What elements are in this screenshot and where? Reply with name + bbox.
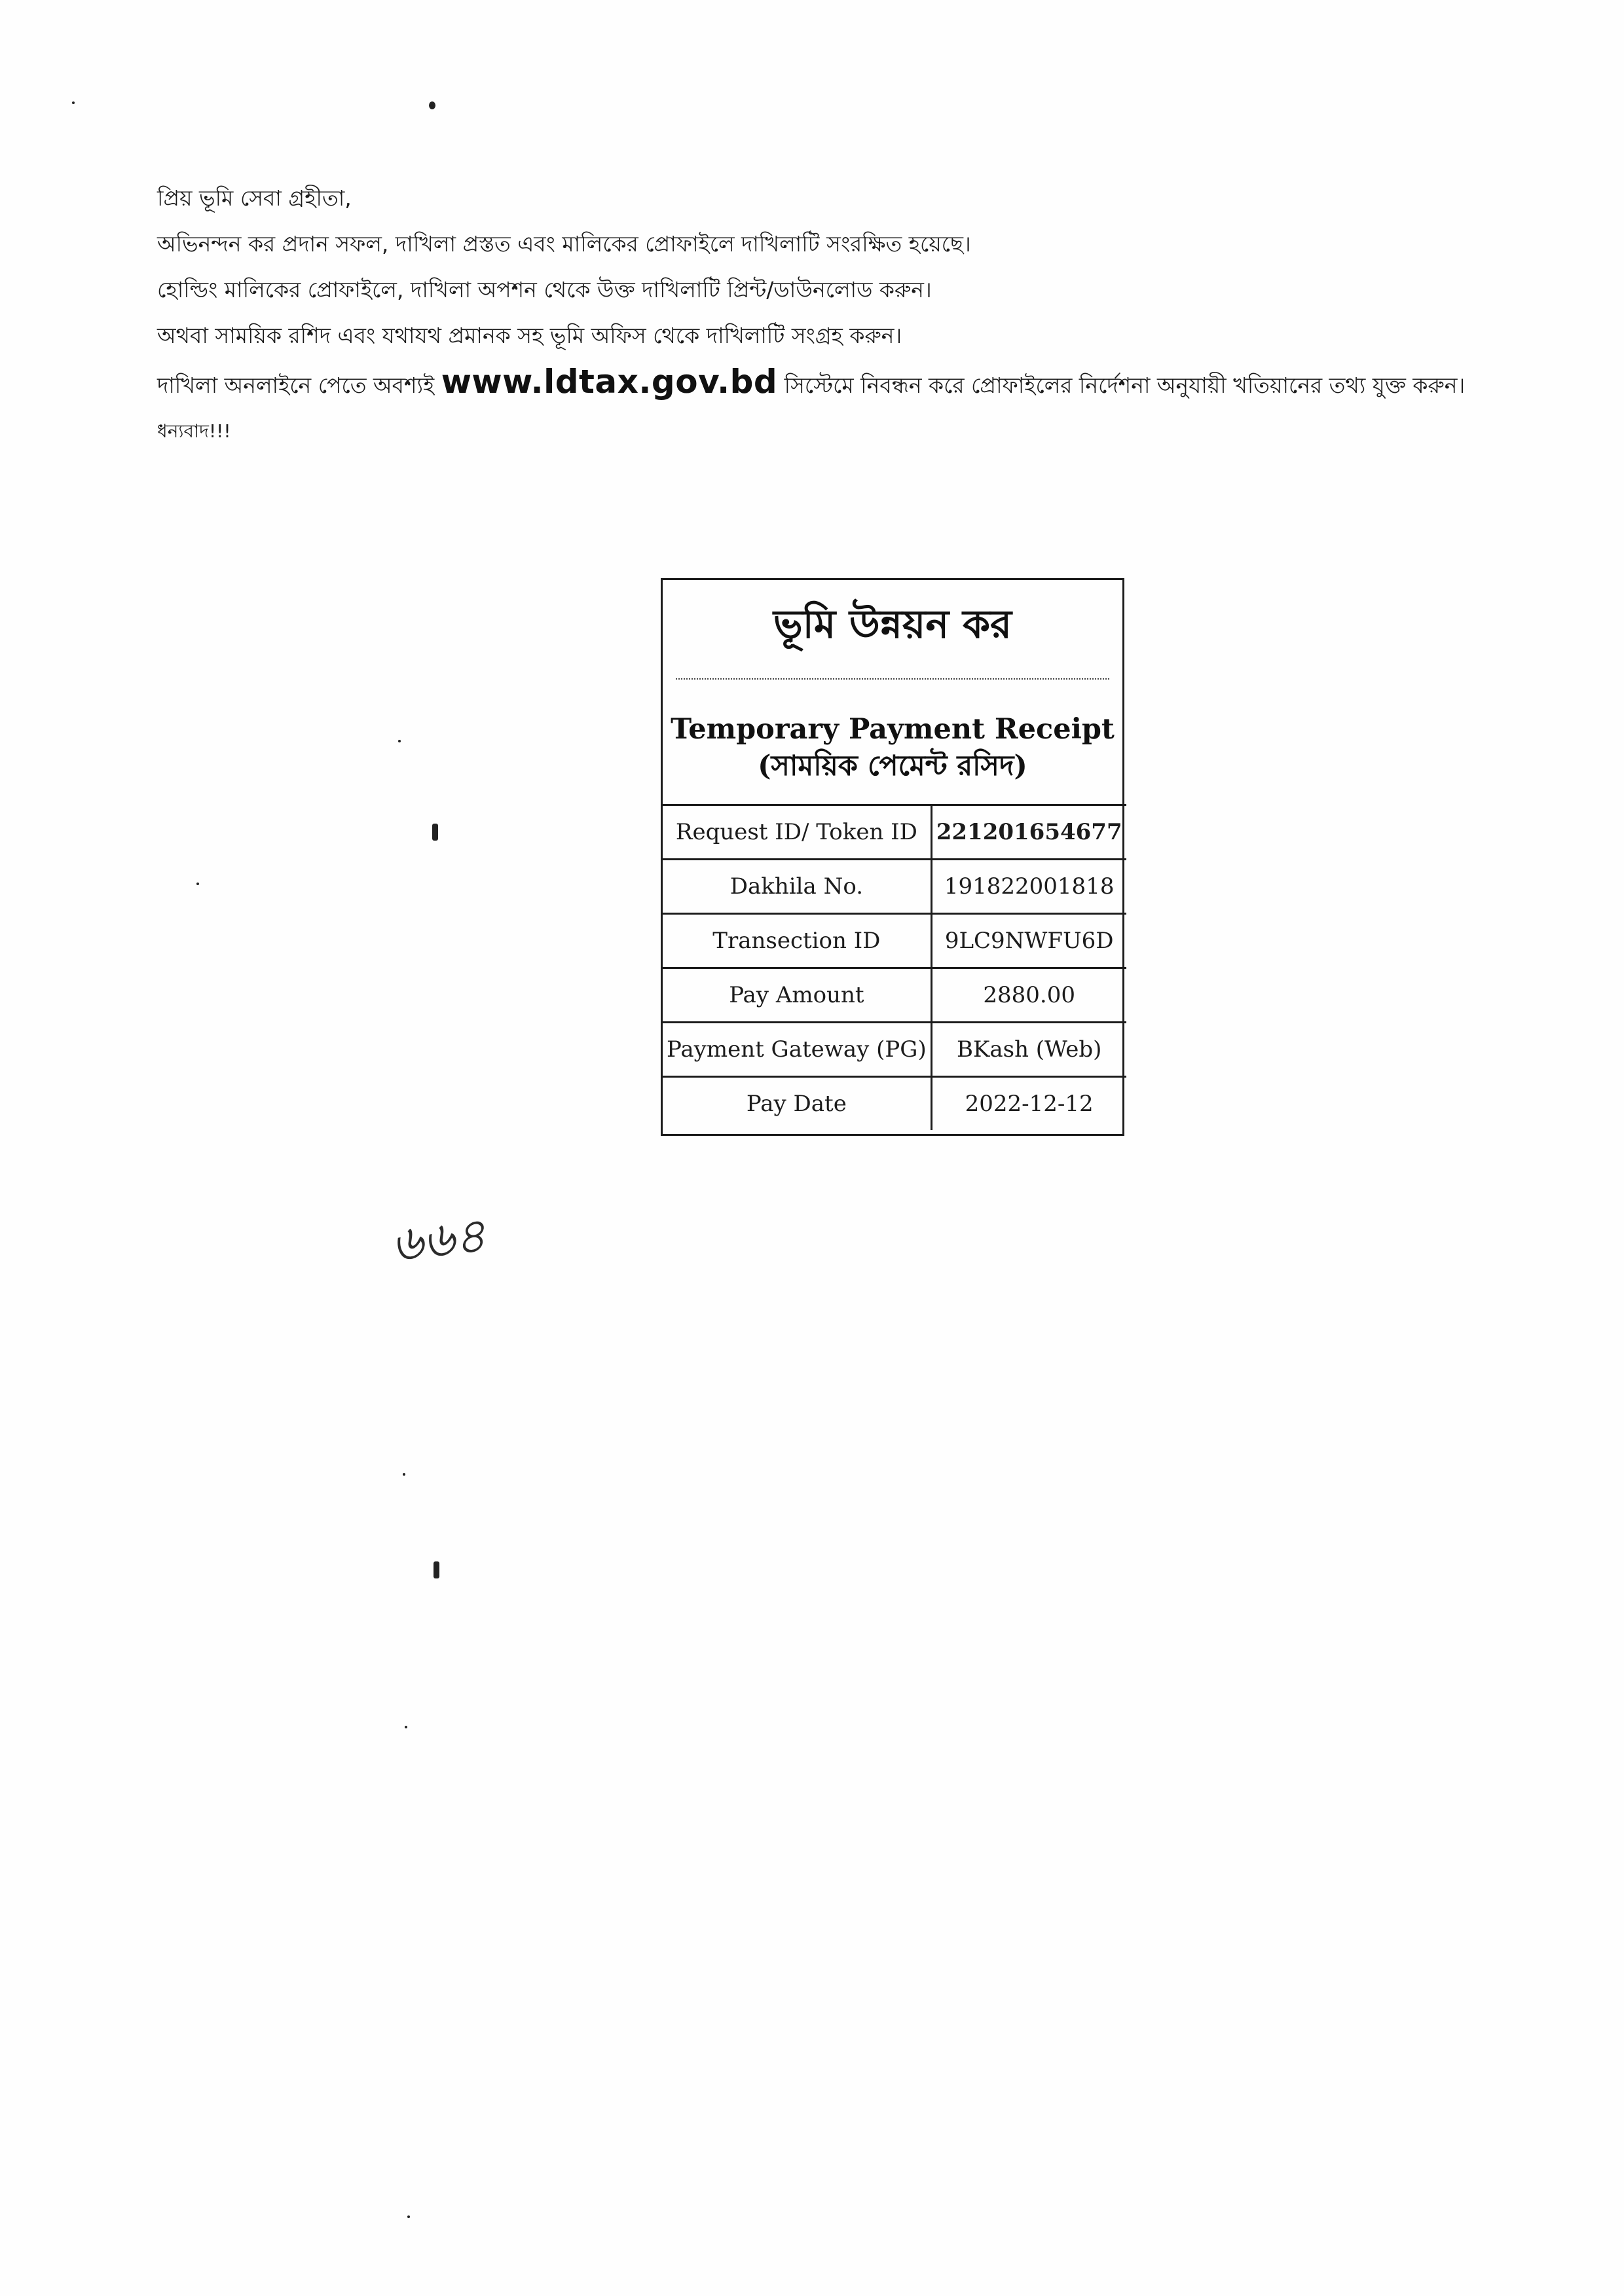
row-label: Transection ID	[663, 914, 931, 968]
receipt-subtitle-english: Temporary Payment Receipt	[671, 713, 1115, 746]
scan-speck	[429, 101, 435, 109]
registration-line	[157, 359, 1565, 409]
scan-speck	[405, 1726, 407, 1728]
scan-speck	[398, 740, 401, 742]
thanks-line: ধন্যবাদ!!!	[157, 420, 231, 442]
table-row	[663, 805, 1126, 860]
receipt-title: ভূমি উন্নয়ন কর	[773, 602, 1012, 647]
receipt-subtitle-bangla: (সাময়িক পেমেন্ট রসিদ)	[758, 750, 1027, 782]
row-value: 2022-12-12	[931, 1077, 1126, 1131]
scan-speck	[72, 101, 75, 104]
receipt-subtitle	[663, 711, 1122, 784]
row-label: Request ID/ Token ID	[663, 805, 931, 860]
table-row	[663, 914, 1126, 968]
table-row	[663, 1077, 1126, 1131]
table-row	[663, 860, 1126, 914]
table-row	[663, 968, 1126, 1023]
row-value: 191822001818	[931, 860, 1126, 914]
row-value: 9LC9NWFU6D	[931, 914, 1126, 968]
row-label: Pay Date	[663, 1077, 931, 1131]
scan-speck	[403, 1473, 405, 1476]
row-label: Payment Gateway (PG)	[663, 1023, 931, 1077]
scan-speck	[432, 824, 438, 841]
success-line: অভিনন্দন কর প্রদান সফল, দাখিলা প্রস্তত এবং মালিকের প্রোফাইলে দাখিলাটি সংরক্ষিত হয়েছে।	[157, 231, 971, 257]
row-label: Pay Amount	[663, 968, 931, 1023]
registration-text-before: দাখিলা অনলাইনে পেতে অবশ্যই	[157, 373, 435, 398]
ldtax-website: www.ldtax.gov.bd	[441, 363, 778, 401]
payment-receipt	[661, 578, 1124, 1136]
receipt-divider	[676, 678, 1109, 680]
receipt-table	[663, 804, 1126, 1130]
notice-letter	[157, 175, 1565, 454]
table-row	[663, 1023, 1126, 1077]
print-instruction-line: হোল্ডিং মালিকের প্রোফাইলে, দাখিলা অপশন থেকে উক্ত দাখিলাটি প্রিন্ট/ডাউনলোড করুন।	[157, 277, 932, 302]
scan-speck	[407, 2215, 410, 2218]
row-label: Dakhila No.	[663, 860, 931, 914]
handwritten-note: ৬৬৪	[388, 1207, 489, 1273]
row-value: BKash (Web)	[931, 1023, 1126, 1077]
greeting-line: প্রিয় ভূমি সেবা গ্রহীতা,	[157, 185, 352, 211]
scan-speck	[434, 1561, 439, 1578]
scan-speck	[196, 883, 199, 885]
row-value: 221201654677	[931, 805, 1126, 860]
row-value: 2880.00	[931, 968, 1126, 1023]
registration-text-after: সিস্টেমে নিবন্ধন করে প্রোফাইলের নির্দেশনা অনুযায়ী খতিয়ানের তথ্য যুক্ত করুন।	[784, 373, 1466, 398]
collect-instruction-line: অথবা সাময়িক রশিদ এবং যথাযথ প্রমানক সহ ভূমি অফিস থেকে দাখিলাটি সংগ্রহ করুন।	[157, 323, 902, 348]
